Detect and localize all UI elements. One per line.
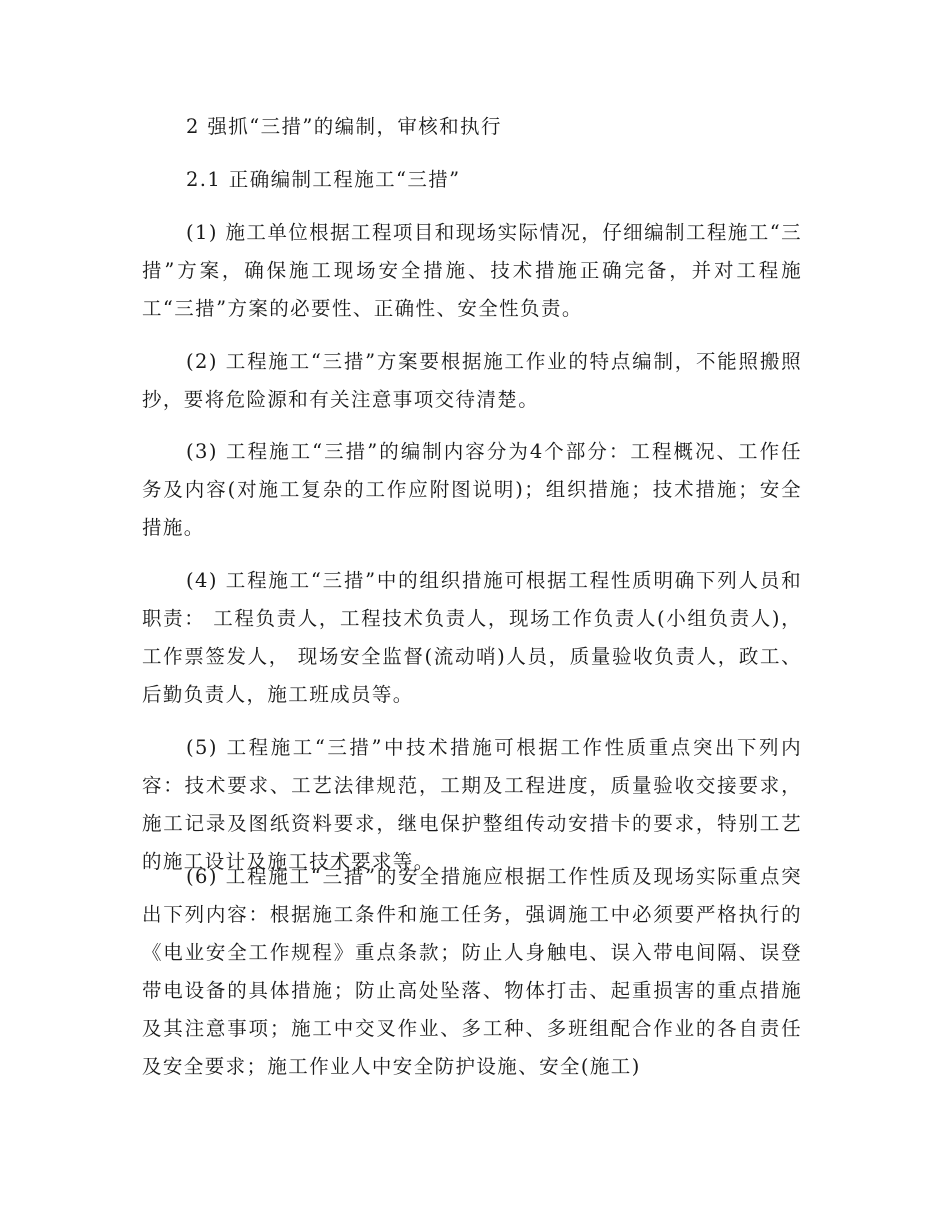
paragraph-3: (3) 工程施工“三措”的编制内容分为4个部分：工程概况、工作任务及内容(对施工复杂的工作应附图说明)；组织措施；技术措施；安全措施。: [142, 440, 802, 539]
paragraph-4: (4) 工程施工“三措”中的组织措施可根据工程性质明确下列人员和职责： 工程负责人，工程技术负责人，现场工作负责人(小组负责人)，工作票签发人， 现场安全监督(流动哨)人员，质量验收负责人，政工、后勤负责人，施工班成员等。: [142, 569, 802, 706]
paragraph-1: (1) 施工单位根据工程项目和现场实际情况，仔细编制工程施工“三措”方案，确保施工现场安全措施、技术措施正确完备，并对工程施工“三措”方案的必要性、正确性、安全性负责。: [142, 221, 802, 320]
subsection-heading: 2.1 正确编制工程施工“三措”: [186, 168, 461, 191]
paragraph-5: (5) 工程施工“三措”中技术措施可根据工作性质重点突出下列内容：技术要求、工艺法律规范，工期及工程进度，质量验收交接要求，施工记录及图纸资料要求，继电保护整组传动安措卡的要求，特别工艺的施工设计及施工技术要求等。: [142, 736, 802, 873]
paragraph-2: (2) 工程施工“三措”方案要根据施工作业的特点编制，不能照搬照抄，要将危险源和有关注意事项交待清楚。: [142, 350, 802, 411]
section-heading: 2 强抓“三措”的编制，审核和执行: [186, 115, 502, 138]
paragraph-6: (6) 工程施工“三措”的安全措施应根据工作性质及现场实际重点突出下列内容：根据施工条件和施工任务，强调施工中必须要严格执行的《电业安全工作规程》重点条款；防止人身触电、误入带电间隔、误登带电设备的具体措施；防止高处坠落、物体打击、起重损害的重点措施及其注意事项；施工中交叉作业、多工种、多班组配合作业的各自责任及安全要求；施工作业人中安全防护设施、安全(施工): [142, 865, 802, 1078]
